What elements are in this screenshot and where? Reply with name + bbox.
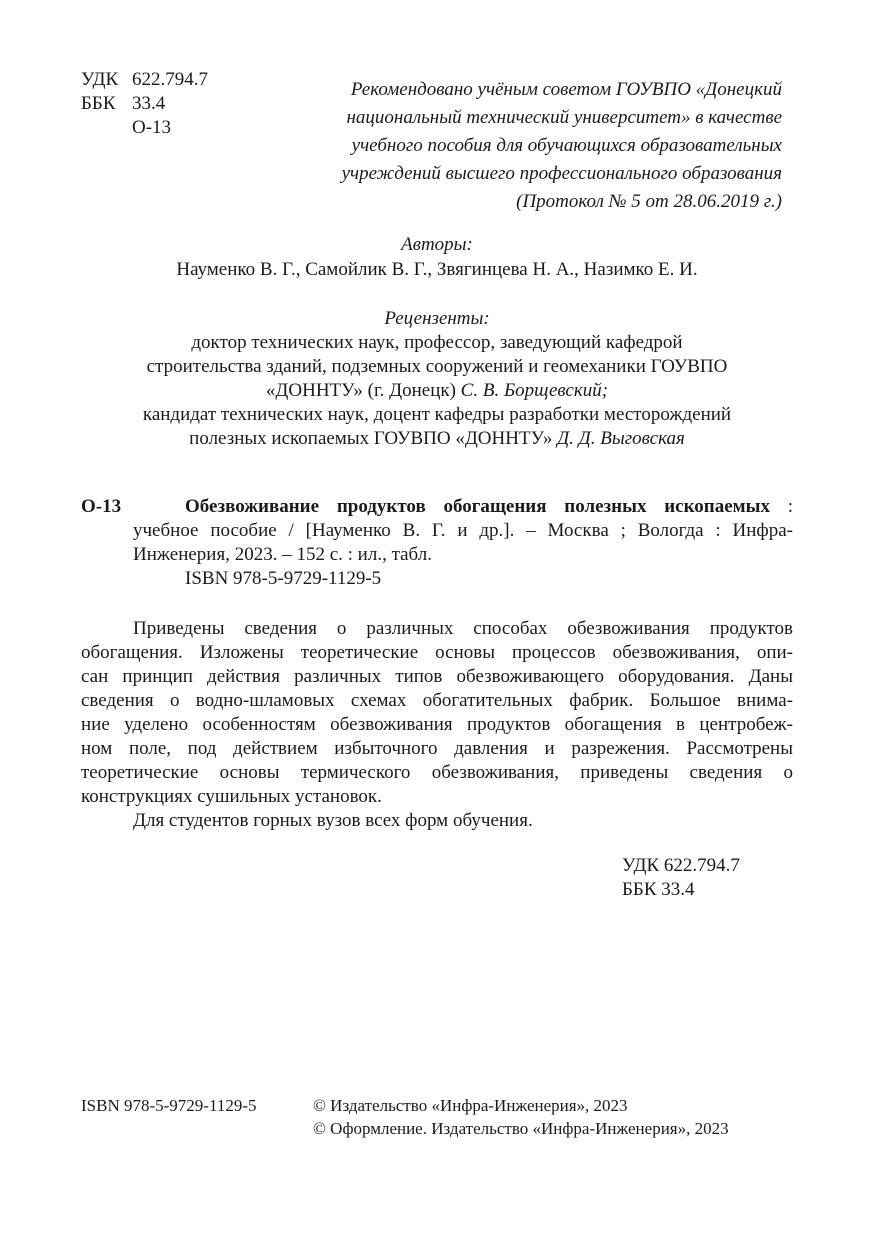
copyright-line: © Оформление. Издательство «Инфра-Инженерия», 2023 — [313, 1119, 729, 1138]
abstract — [81, 617, 793, 833]
reviewer-line — [81, 427, 793, 451]
bbk-value: 33.4 — [132, 93, 166, 114]
classification-codes-bottom — [622, 854, 740, 902]
recommendation-line: национальный технический университет» в качестве — [346, 107, 782, 128]
reviewer-affiliation: «ДОННТУ» (г. Донецк) — [265, 380, 461, 401]
bbk-label: ББК — [81, 93, 116, 114]
bbk-row — [81, 92, 208, 116]
reviewer-name: Д. Д. Выговская — [557, 428, 685, 449]
abstract-line: ние уделено особенностям обезвоживания продуктов обогащения в центробеж- — [81, 714, 793, 735]
authors-heading: Авторы: — [401, 234, 473, 255]
classification-block — [81, 68, 208, 140]
abstract-line: теоретические основы термического обезвоживания, приведены сведения о — [81, 762, 793, 783]
reviewers-heading: Рецензенты: — [384, 308, 490, 329]
book-title: Обезвоживание продуктов обогащения полезных ископаемых — [185, 496, 770, 517]
abstract-line: ном поле, под действием избыточного давления и разрежения. Рассмотрены — [81, 738, 793, 759]
bib-isbn: ISBN 978-5-9729-1129-5 — [185, 568, 382, 589]
abstract-audience: Для студентов горных вузов всех форм обучения. — [133, 810, 533, 831]
abstract-line: конструкциях сушильных установок. — [81, 786, 382, 807]
abstract-line: Приведены сведения о различных способах обезвоживания продуктов — [133, 618, 793, 639]
recommendation-line: учебного пособия для обучающихся образовательных — [351, 135, 782, 156]
reviewer-name: С. В. Борщевский; — [460, 380, 609, 401]
reviewers-block — [81, 331, 793, 451]
authors-names: Науменко В. Г., Самойлик В. Г., Звягинцева Н. А., Назимко Е. И. — [176, 259, 698, 280]
author-mark-row — [81, 116, 208, 140]
udk-label: УДК — [81, 69, 119, 90]
reviewer-line: строительства зданий, подземных сооружений и геомеханики ГОУВПО — [146, 356, 728, 377]
reviewer-line — [81, 379, 793, 403]
udk-row — [81, 68, 208, 92]
udk-code: УДК 622.794.7 — [622, 855, 740, 876]
recommendation-line: Рекомендовано учёным советом ГОУВПО «Донецкий — [350, 79, 782, 100]
footer-copyright — [313, 1094, 729, 1140]
title-suffix: : — [787, 496, 793, 517]
reviewer-line: доктор технических наук, профессор, заведующий кафедрой — [191, 332, 683, 353]
abstract-line: сведения о водно-шламовых схемах обогатительных фабрик. Большое внима- — [81, 690, 793, 711]
abstract-line: обогащения. Изложены теоретические основы процессов обезвоживания, опи- — [81, 642, 793, 663]
footer-isbn: ISBN 978-5-9729-1129-5 — [81, 1096, 257, 1115]
copyright-line: © Издательство «Инфра-Инженерия», 2023 — [313, 1096, 628, 1115]
recommendation-line: (Протокол № 5 от 28.06.2019 г.) — [516, 191, 782, 212]
bib-line: учебное пособие / [Науменко В. Г. и др.]. – Москва ; Вологда : Инфра- — [133, 520, 793, 541]
reviewer-line: кандидат технических наук, доцент кафедры разработки месторождений — [142, 404, 732, 425]
udk-value: 622.794.7 — [132, 69, 208, 90]
reviewer-affiliation: полезных ископаемых ГОУВПО «ДОННТУ» — [189, 428, 558, 449]
bib-line: Инженерия, 2023. – 152 с. : ил., табл. — [133, 544, 432, 565]
bbk-code: ББК 33.4 — [622, 879, 695, 900]
abstract-line: сан принцип действия различных типов обезвоживающего оборудования. Даны — [81, 666, 793, 687]
recommendation-block — [290, 76, 782, 216]
author-mark: О-13 — [132, 117, 172, 138]
bib-title-line — [185, 495, 793, 519]
recommendation-line: учреждений высшего профессионального образования — [341, 163, 782, 184]
bib-code: О-13 — [81, 496, 122, 517]
